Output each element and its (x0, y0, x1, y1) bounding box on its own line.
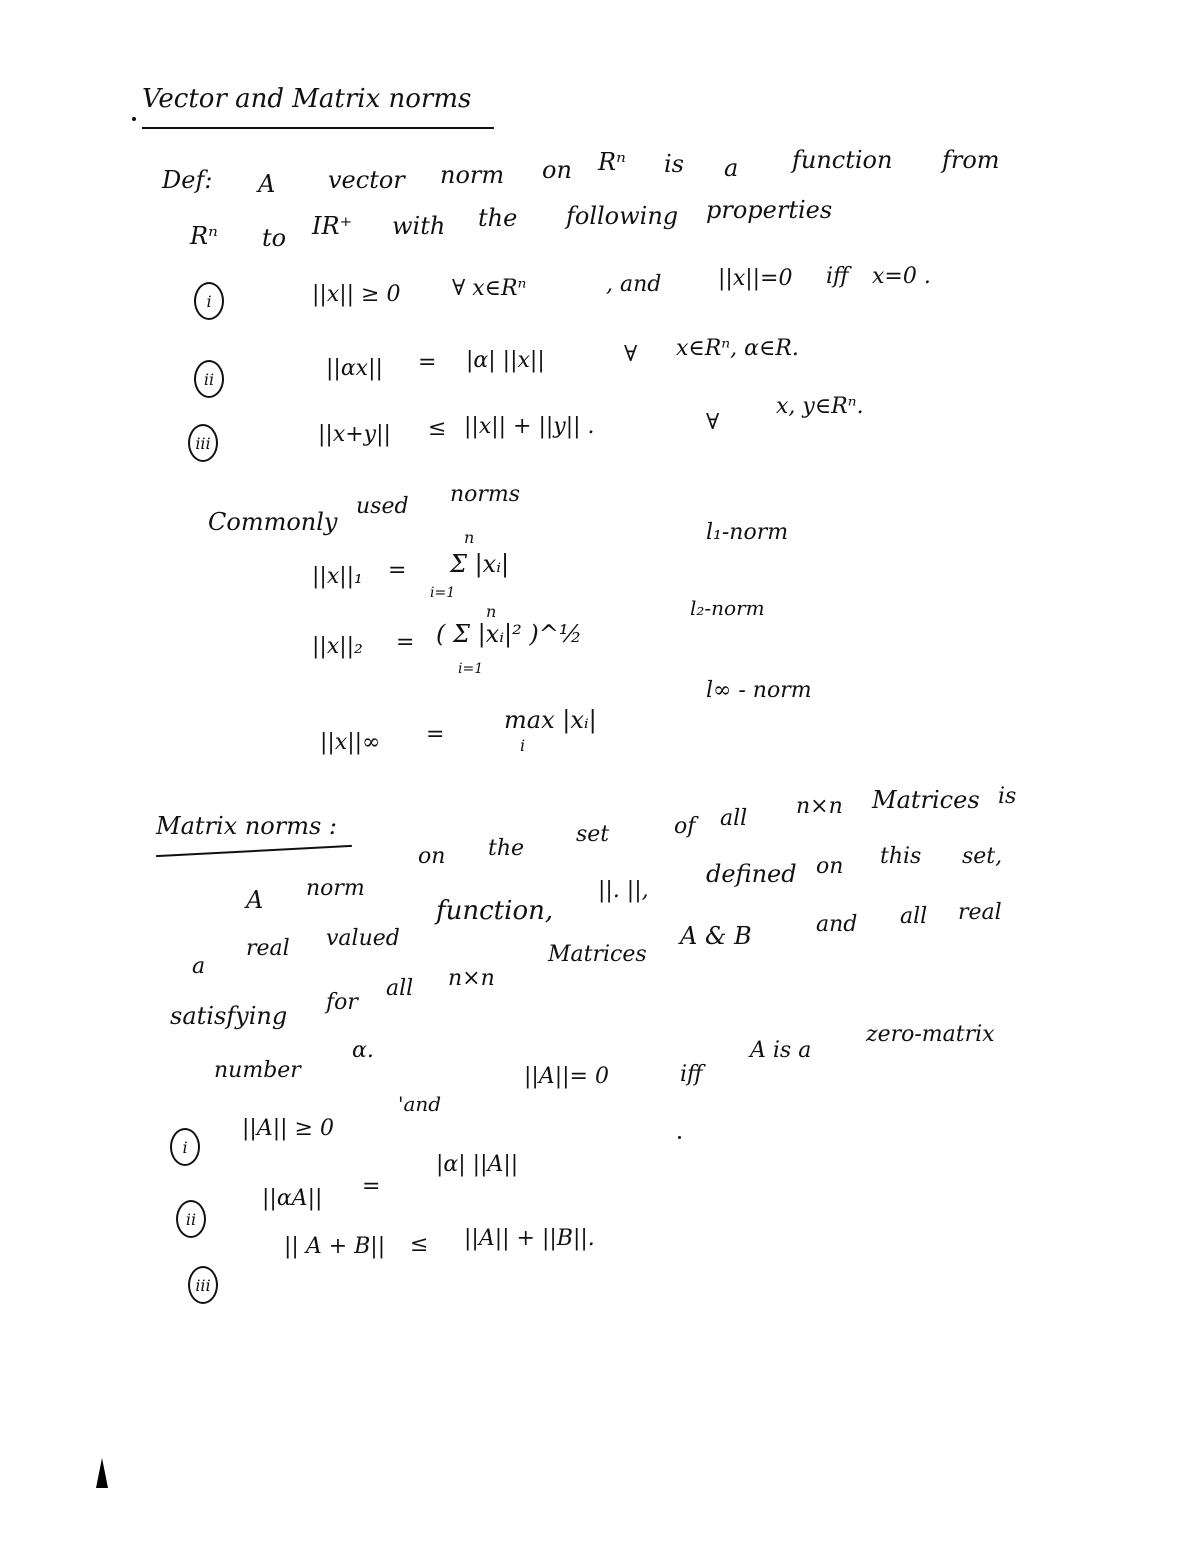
matrix-word: satisfying (170, 1002, 288, 1030)
matrix-word: A (246, 886, 264, 914)
l2-upper: n (486, 602, 497, 621)
l2-lhs: ||x||₂ (312, 634, 363, 659)
title-underline (142, 127, 494, 129)
matrix-property-marker-ii: ii (176, 1200, 206, 1238)
bullet-dot (132, 117, 136, 121)
matrix-word: function, (436, 896, 554, 926)
matrix-word: norm (306, 876, 365, 901)
matrix-zero-and: 'and (398, 1092, 442, 1116)
l1-lhs: ||x||₁ (312, 564, 363, 589)
l1-rhs: Σ |xᵢ| (450, 550, 510, 578)
def-word: properties (706, 196, 833, 224)
matrix-prop-2-rhs: |α| ||A|| (436, 1152, 519, 1177)
vector-prop-3-lhs: ||x+y|| (318, 422, 391, 447)
def-word: A (258, 170, 276, 198)
vector-prop-1-and: , and (606, 272, 662, 297)
matrix-word: all (900, 904, 928, 929)
matrix-word: all (386, 976, 414, 1001)
matrix-prop-3-lhs: || A + B|| (284, 1234, 386, 1259)
stray-dot (678, 1136, 681, 1139)
vector-prop-3-eq: ≤ (428, 416, 447, 441)
matrix-word: Matrices (872, 786, 980, 814)
def-word: is (664, 150, 684, 178)
def-word: on (542, 156, 572, 184)
matrix-word: ||. ||, (598, 878, 649, 903)
vector-prop-2-eq: = (418, 350, 437, 375)
matrix-property-marker-i: i (170, 1128, 200, 1166)
common-heading-2: used (356, 494, 409, 519)
def-label: Def: (162, 166, 213, 194)
linf-name: l∞ - norm (706, 678, 812, 703)
matrix-word: of (674, 814, 696, 839)
matrix-prop-2-lhs: ||αA|| (262, 1186, 323, 1211)
matrix-word: this (880, 844, 922, 869)
matrix-word: real (958, 900, 1002, 925)
matrix-prop-1-lhs: ||A|| ≥ 0 (242, 1116, 334, 1141)
matrix-zero-iff: iff (680, 1062, 703, 1087)
def-word: the (478, 204, 518, 232)
matrix-word: A & B (680, 922, 752, 950)
def-word: function (792, 146, 893, 174)
matrix-word: the (488, 836, 525, 861)
l2-lower: i=1 (458, 661, 484, 677)
vector-prop-2-rhs: |α| ||x|| (466, 348, 545, 373)
matrix-zero-matrix: zero-matrix (866, 1022, 995, 1047)
matrix-prop-3-eq: ≤ (410, 1232, 429, 1257)
l2-eq: = (396, 630, 415, 655)
matrix-word: real (246, 936, 290, 961)
matrix-word: on (418, 844, 446, 869)
matrix-zero-norm: ||A||= 0 (524, 1064, 609, 1089)
l2-rhs: ( Σ |xᵢ|² )^½ (436, 620, 583, 648)
scan-artifact-mark (96, 1458, 108, 1488)
def-word: following (566, 202, 679, 230)
matrix-word: for (326, 990, 358, 1015)
matrix-word: set (576, 822, 610, 847)
property-marker-ii: ii (194, 360, 224, 398)
linf-eq: = (426, 722, 445, 747)
common-heading-1: Commonly (208, 508, 338, 536)
vector-prop-1-lhs: ||x|| ≥ 0 (312, 282, 401, 307)
property-marker-i: i (194, 282, 224, 320)
def-word: IR⁺ (312, 212, 353, 240)
l1-upper: n (464, 528, 475, 547)
linf-lhs: ||x||∞ (320, 730, 381, 755)
vector-prop-2-lhs: ||αx|| (326, 356, 383, 381)
matrix-word: set, (962, 844, 1003, 869)
linf-lower: i (520, 736, 526, 755)
vector-prop-3-quant: ∀ (706, 410, 720, 435)
linf-rhs: max |xᵢ| (504, 706, 597, 734)
def-word: with (392, 212, 446, 240)
matrix-word: number (214, 1058, 301, 1083)
matrix-word: n×n (448, 966, 495, 991)
matrix-word: a (192, 954, 206, 979)
matrix-heading-underline (156, 845, 352, 857)
def-word: a (724, 154, 739, 182)
def-word: Rⁿ (190, 222, 218, 250)
vector-prop-2-cond: x∈Rⁿ, α∈R. (676, 336, 799, 361)
def-word: from (942, 146, 1000, 174)
vector-prop-3-rhs: ||x|| + ||y|| . (464, 414, 595, 439)
matrix-prop-3-rhs: ||A|| + ||B||. (464, 1226, 595, 1251)
l1-name: l₁-norm (706, 520, 789, 545)
vector-prop-1-iff: iff (826, 264, 849, 289)
l1-lower: i=1 (430, 585, 456, 601)
matrix-word: all (720, 806, 748, 831)
matrix-word: on (816, 854, 844, 879)
vector-prop-1-quant: ∀ x∈Rⁿ (452, 276, 527, 301)
matrix-word: is (998, 784, 1017, 809)
matrix-heading: Matrix norms : (156, 812, 338, 840)
property-marker-iii: iii (188, 424, 218, 462)
vector-prop-1-zero: ||x||=0 (718, 266, 793, 291)
vector-prop-1-cond: x=0 . (872, 264, 931, 289)
def-word: Rⁿ (598, 148, 626, 176)
l1-eq: = (388, 558, 407, 583)
common-heading-3: norms (450, 482, 521, 507)
matrix-word: valued (326, 926, 400, 951)
def-word: norm (440, 161, 505, 189)
def-word: vector (328, 166, 405, 194)
matrix-prop-2-eq: = (362, 1174, 381, 1199)
matrix-word: n×n (796, 794, 843, 819)
matrix-word: defined (706, 860, 797, 888)
l2-name: l₂-norm (690, 596, 765, 620)
matrix-zero-cond: A is a (750, 1038, 812, 1063)
matrix-word: α. (352, 1038, 374, 1063)
page-title: Vector and Matrix norms (142, 84, 472, 114)
vector-prop-3-cond: x, y∈Rⁿ. (776, 394, 864, 419)
def-word: to (262, 224, 287, 252)
matrix-word: Matrices (548, 942, 647, 967)
vector-prop-2-quant: ∀ (624, 342, 638, 367)
matrix-word: and (816, 912, 858, 937)
matrix-property-marker-iii: iii (188, 1266, 218, 1304)
